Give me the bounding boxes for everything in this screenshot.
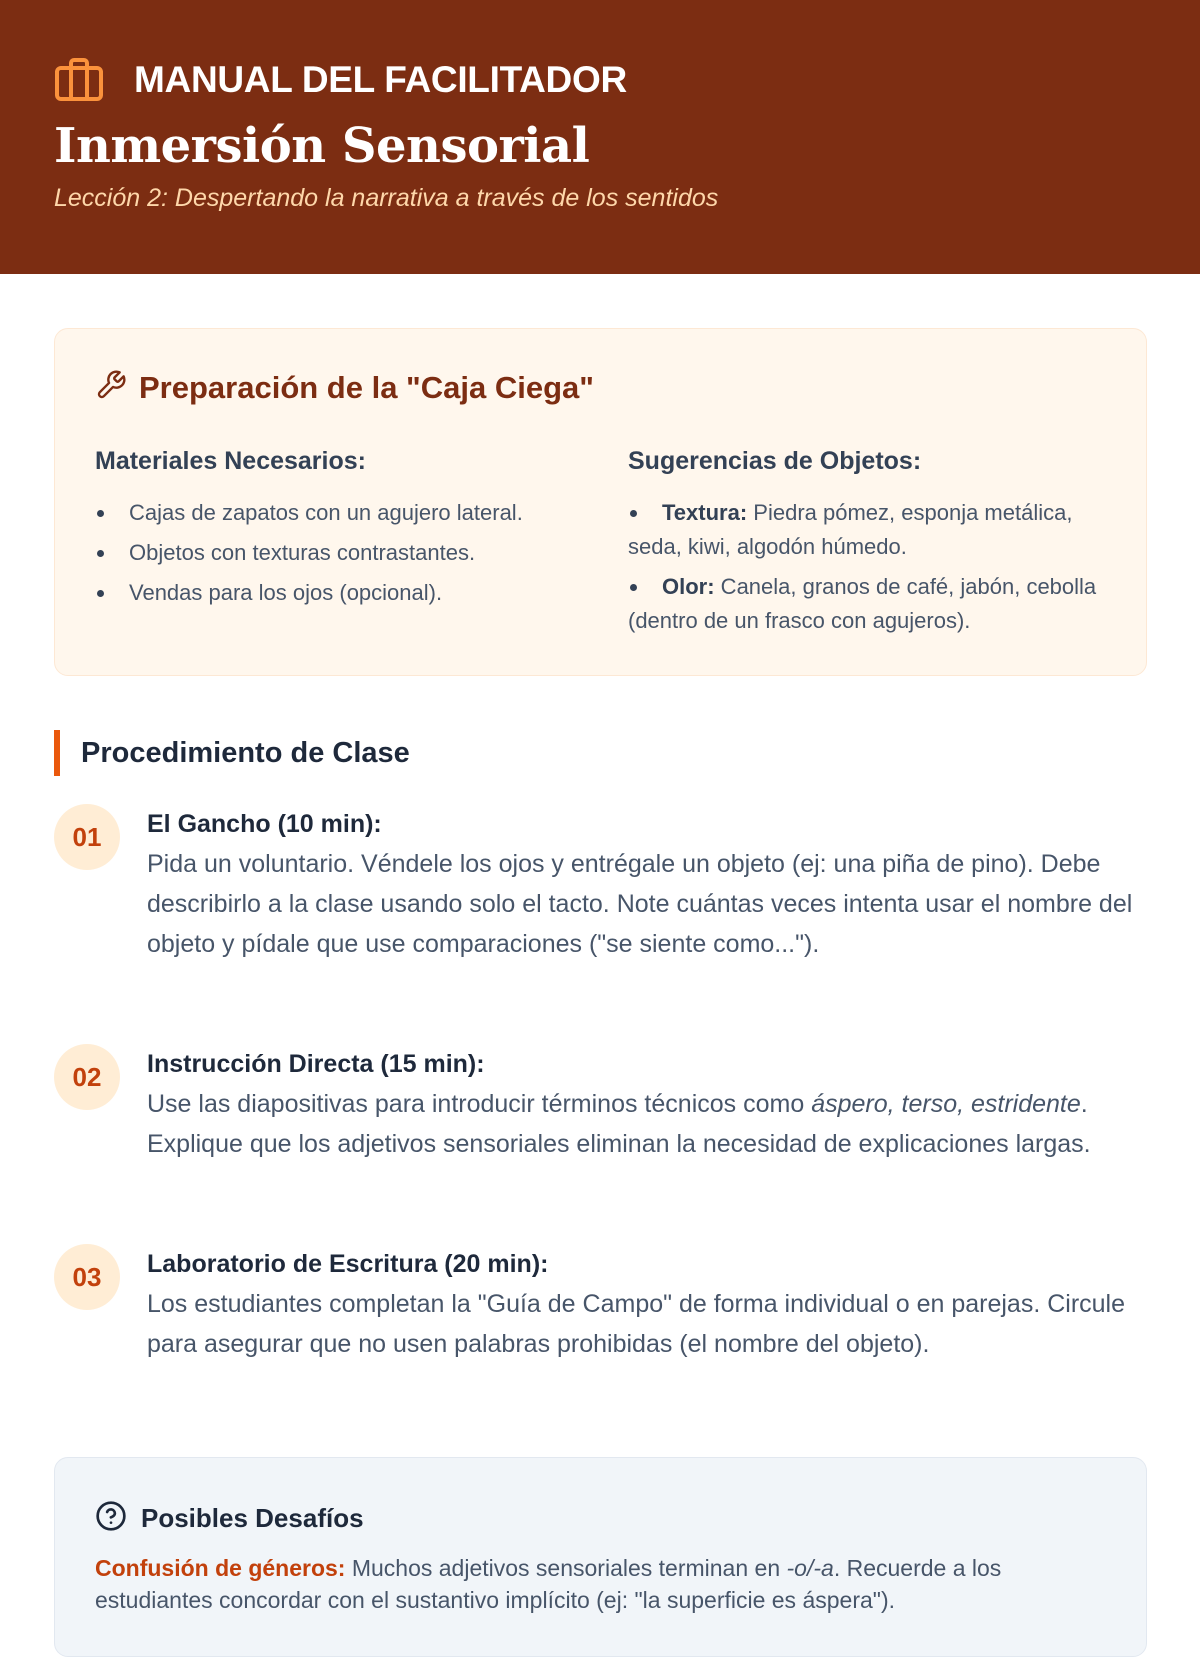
step-text	[147, 1084, 1147, 1164]
procedure-title: Procedimiento de Clase	[81, 736, 410, 769]
step-text-terms: áspero, terso, estridente	[811, 1090, 1081, 1118]
briefcase-icon	[54, 56, 106, 104]
preparation-title: Preparación de la "Caja Ciega"	[139, 369, 594, 405]
challenge-label: Confusión de géneros:	[95, 1555, 346, 1581]
list-item: Cajas de zapatos con un agujero lateral.	[95, 496, 585, 530]
step-number: 03	[54, 1244, 120, 1310]
suggestion-text: Canela, granos de café, jabón, cebolla (dentro de un frasco con agujeros).	[628, 574, 1097, 633]
page-subtitle: Lección 2: Despertando la narrativa a través de los sentidos	[54, 184, 719, 212]
step-text: Los estudiantes completan la "Guía de Campo" de forma individual o en parejas. Circule para asegurar que no usen palabras prohibidas (el nombre del objeto).	[147, 1290, 1126, 1358]
list-item: Vendas para los ojos (opcional).	[95, 576, 585, 610]
suggestion-label: Olor:	[662, 574, 715, 599]
preparation-heading	[95, 369, 594, 406]
step-body	[147, 1244, 1147, 1364]
brand-row	[54, 56, 627, 104]
challenge-text-end: . Recuerde a los estudiantes concordar con el sustantivo implícito (ej: "la superficie es áspera").	[95, 1555, 1002, 1613]
step-body	[147, 1044, 1147, 1164]
step-title: Laboratorio de Escritura (20 min):	[147, 1250, 549, 1278]
wrench-icon	[95, 369, 127, 406]
step-body	[147, 804, 1147, 964]
materials-heading: Materiales Necesarios:	[95, 447, 366, 475]
brand-label: MANUAL DEL FACILITADOR	[134, 59, 627, 100]
step-title: Instrucción Directa (15 min):	[147, 1050, 485, 1078]
suggestion-label: Textura:	[662, 500, 748, 525]
step-text-start: Use las diapositivas para introducir términos técnicos como	[147, 1090, 812, 1118]
materials-list	[95, 496, 585, 610]
challenge-text-start: Muchos adjetivos sensoriales terminan en	[345, 1555, 787, 1581]
list-item	[628, 570, 1118, 638]
suggestions-heading: Sugerencias de Objetos:	[628, 447, 922, 475]
suggestions-column	[628, 447, 1118, 644]
preparation-card	[54, 328, 1147, 676]
step-text: Pida un voluntario. Véndele los ojos y entrégale un objeto (ej: una piña de pino). Debe describirlo a la clase usando solo el tacto. Note cuántas veces intenta usar el nombre del objeto y pídale que use comparaciones ("se siente como...").	[147, 850, 1133, 958]
step-title: El Gancho (10 min):	[147, 810, 382, 838]
page-title: Inmersión Sensorial	[54, 118, 590, 174]
suggestions-list	[628, 496, 1118, 638]
step-text-end: . Explique que los adjetivos sensoriales eliminan la necesidad de explicaciones largas.	[147, 1090, 1091, 1158]
challenges-card	[54, 1457, 1147, 1657]
procedure-heading	[54, 730, 410, 776]
lesson-header	[0, 0, 1200, 274]
question-circle-icon	[95, 1500, 127, 1537]
list-item	[628, 496, 1118, 564]
challenges-heading	[95, 1500, 364, 1537]
challenges-title: Posibles Desafíos	[141, 1503, 364, 1533]
suggestion-text: Piedra pómez, esponja metálica, seda, kiwi, algodón húmedo.	[628, 500, 1073, 559]
list-item: Objetos con texturas contrastantes.	[95, 536, 585, 570]
step-number: 02	[54, 1044, 120, 1110]
challenge-item	[95, 1552, 1105, 1616]
challenge-text-suffix: -o/-a	[786, 1555, 834, 1581]
section-accent-bar	[54, 730, 60, 776]
step-number: 01	[54, 804, 120, 870]
materials-column	[95, 447, 585, 616]
